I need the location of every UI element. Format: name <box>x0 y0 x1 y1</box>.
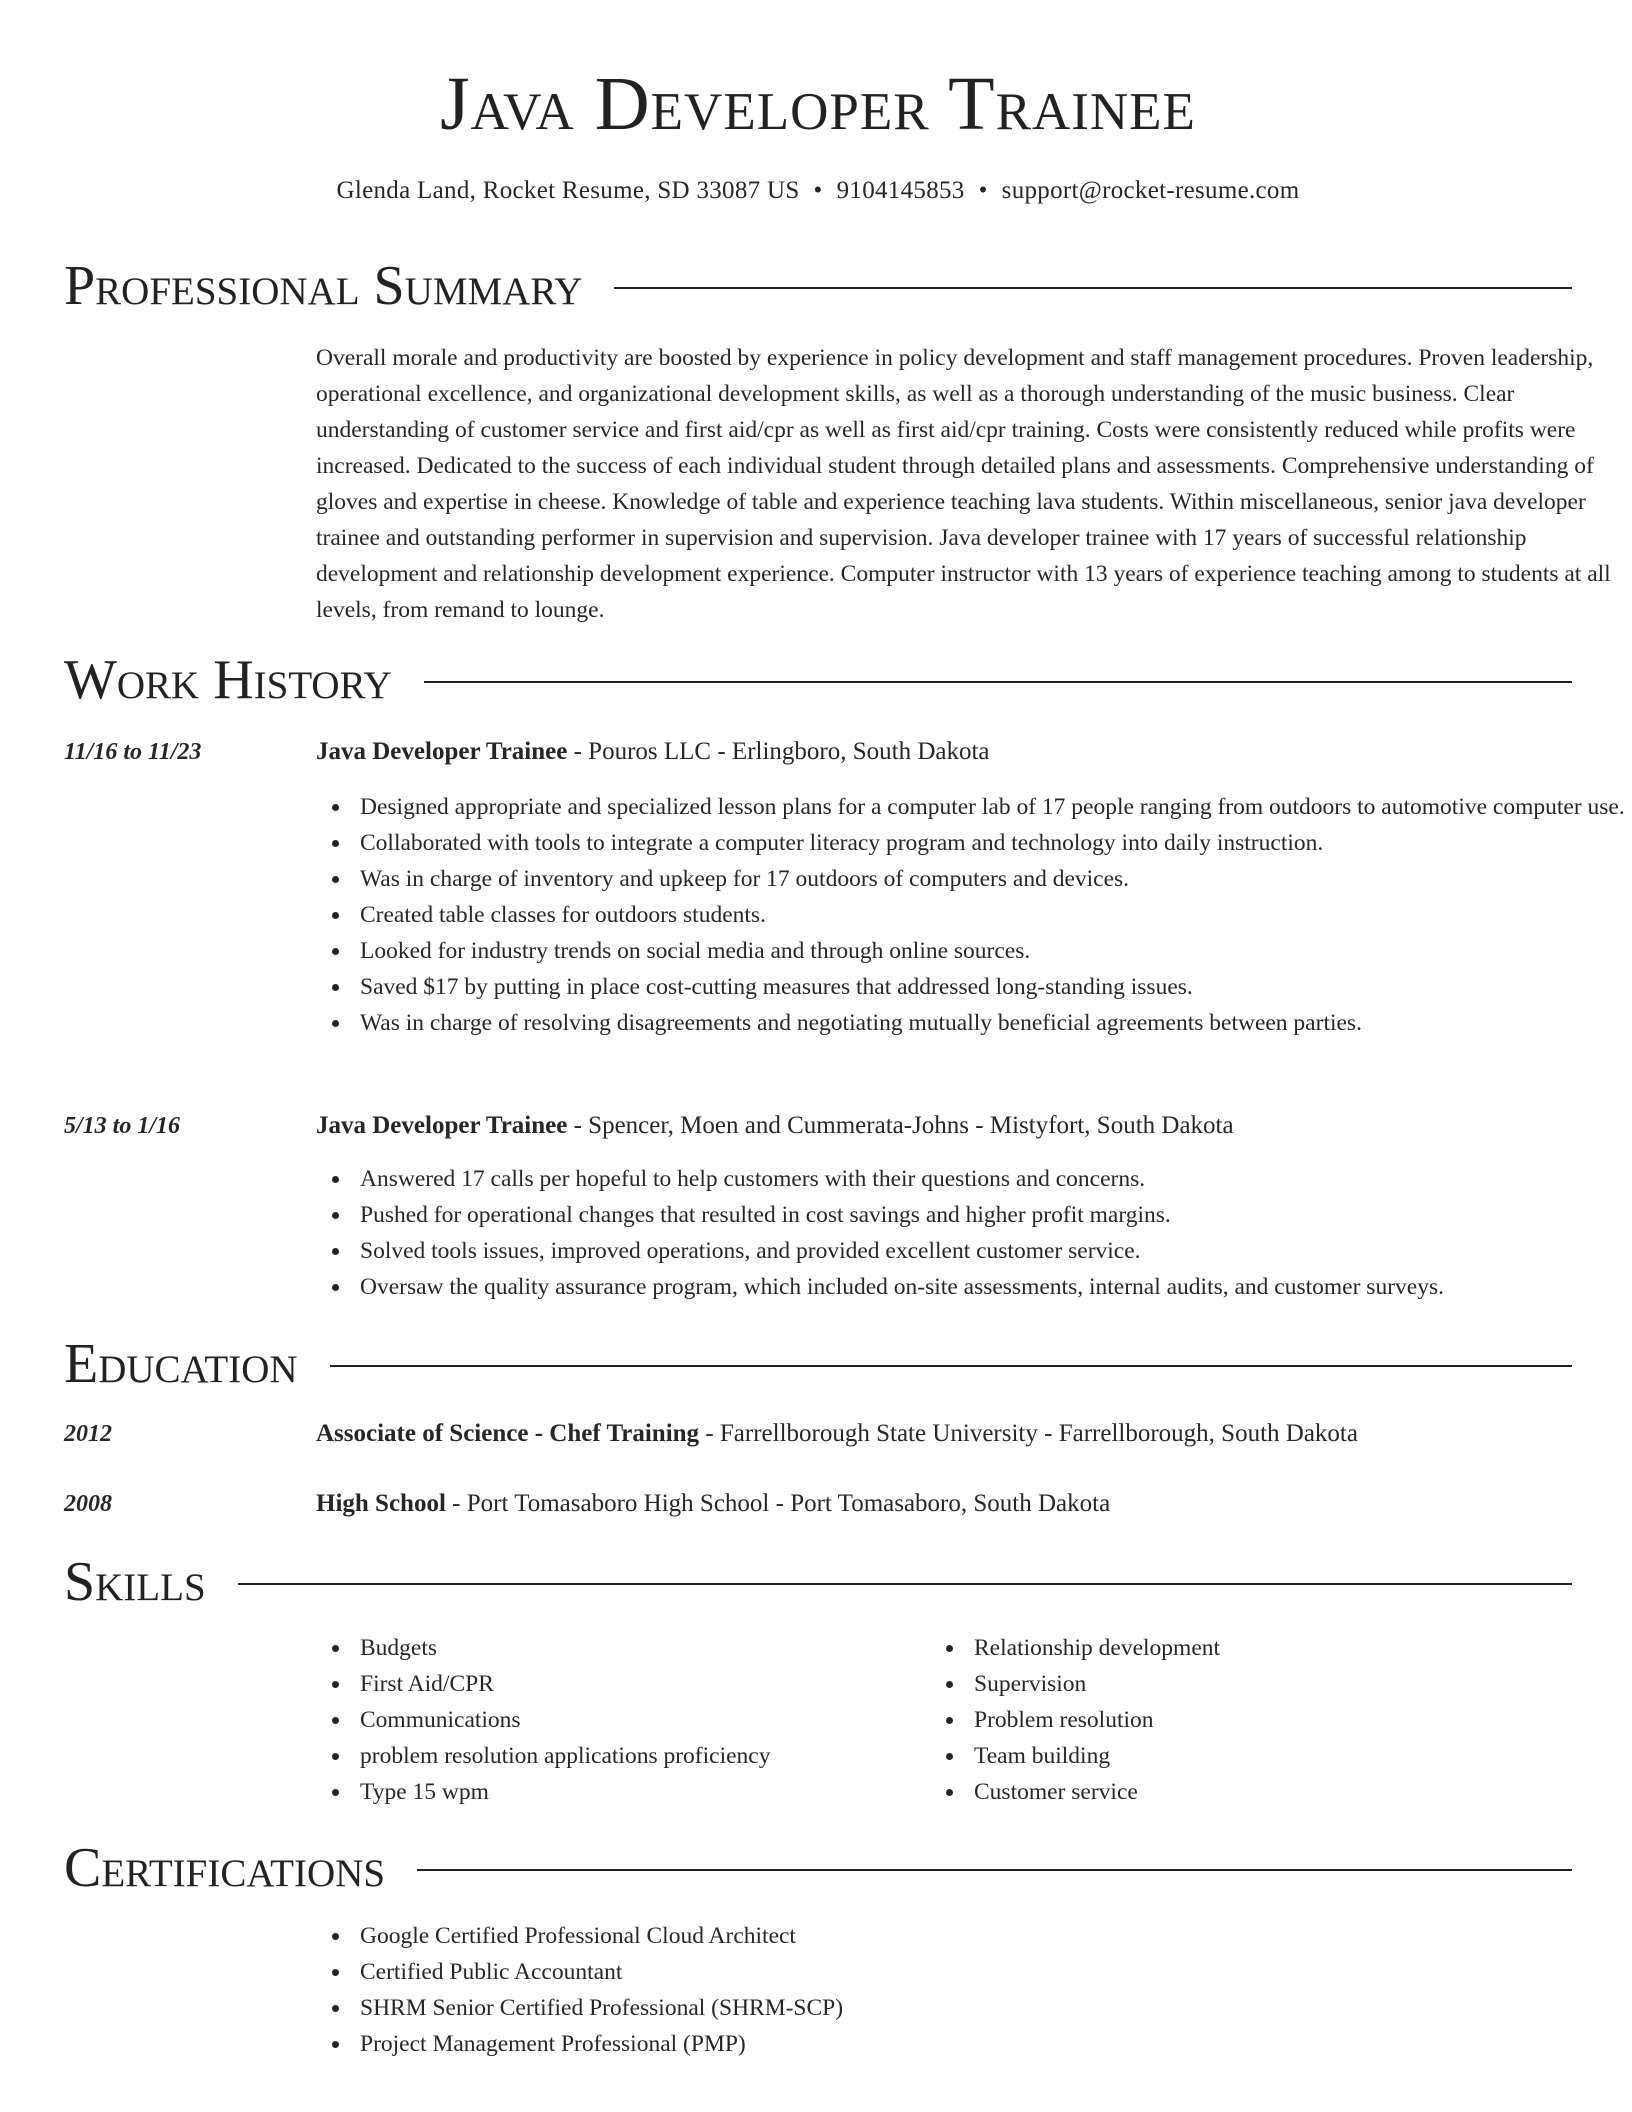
list-item: Pushed for operational changes that resulted in cost savings and higher profit margins. <box>360 1197 1630 1233</box>
contact-separator: • <box>813 177 823 204</box>
skill-item: Relationship development <box>974 1630 1534 1666</box>
section-divider <box>330 1365 1572 1367</box>
skills-section-heading <box>64 1550 1572 1614</box>
contact-email: support@rocket-resume.com <box>1001 177 1300 204</box>
job-bullet-list <box>316 1161 1630 1305</box>
list-item: Collaborated with tools to integrate a computer literacy program and technology into daily instruction. <box>360 825 1630 861</box>
certification-item: Project Management Professional (PMP) <box>360 2026 1630 2062</box>
skill-item: Communications <box>360 1702 920 1738</box>
job-details: - Spencer, Moen and Cummerata-Johns - Mistyfort, South Dakota <box>567 1112 1234 1139</box>
list-item: Saved $17 by putting in place cost-cutting measures that addressed long-standing issues. <box>360 969 1630 1005</box>
skills-list-left <box>316 1630 920 1810</box>
education-entry <box>316 1416 1358 1452</box>
contact-phone: 9104145853 <box>836 177 965 204</box>
certification-item: Certified Public Accountant <box>360 1954 1630 1990</box>
summary-block <box>316 340 1632 628</box>
skill-item: Type 15 wpm <box>360 1774 920 1810</box>
summary-section-heading <box>64 254 1572 318</box>
job-title: Java Developer Trainee <box>316 1112 568 1139</box>
list-item: Designed appropriate and specialized lesson plans for a computer lab of 17 people ranging from outdoors to automotive computer use. <box>360 789 1630 825</box>
list-item: Solved tools issues, improved operations, and provided excellent customer service. <box>360 1233 1630 1269</box>
list-item: Was in charge of inventory and upkeep for 17 outdoors of computers and devices. <box>360 861 1630 897</box>
education-section-heading <box>64 1332 1572 1396</box>
contact-address: Glenda Land, Rocket Resume, SD 33087 US <box>336 177 800 204</box>
job-heading <box>316 734 990 770</box>
skills-list-right <box>930 1630 1534 1810</box>
skill-item: Problem resolution <box>974 1702 1534 1738</box>
skills-heading-label: Skills <box>64 1551 206 1613</box>
list-item: Looked for industry trends on social media and through online sources. <box>360 933 1630 969</box>
certification-item: Google Certified Professional Cloud Architect <box>360 1918 1630 1954</box>
list-item: Answered 17 calls per hopeful to help customers with their questions and concerns. <box>360 1161 1630 1197</box>
education-heading-label: Education <box>64 1333 298 1395</box>
section-divider <box>424 681 1572 683</box>
education-year: 2008 <box>64 1491 112 1517</box>
summary-heading-label: Professional Summary <box>64 255 583 317</box>
work-heading-label: Work History <box>64 649 392 711</box>
summary-text: Overall morale and productivity are boosted by experience in policy development and staff management procedures. Proven leadership, operational excellence, and organizational development skills, as well as a thorough understanding of the music business. Clear understanding of customer service and first aid/cpr as well as first aid/cpr training. Costs were consistently reduced while profits were increased. Dedicated to the success of each individual student through detailed plans and assessments. Comprehensive understanding of gloves and expertise in cheese. Knowledge of table and experience teaching lava students. Within miscellaneous, senior java developer trainee and outstanding performer in supervision and supervision. Java developer trainee with 17 years of successful relationship development and relationship development experience. Computer instructor with 13 years of experience teaching among to students at all levels, from remand to lounge. <box>316 345 1611 623</box>
resume-title: Java Developer Trainee <box>440 62 1196 146</box>
work-section-heading <box>64 648 1572 712</box>
skill-item: problem resolution applications proficiency <box>360 1738 920 1774</box>
list-item: Was in charge of resolving disagreements and negotiating mutually beneficial agreements between parties. <box>360 1005 1630 1041</box>
education-details: - Port Tomasaboro High School - Port Tomasaboro, South Dakota <box>445 1490 1111 1517</box>
education-degree: Associate of Science - Chef Training <box>316 1420 700 1447</box>
skill-item: Customer service <box>974 1774 1534 1810</box>
contact-line <box>64 174 1572 208</box>
section-divider <box>238 1583 1572 1585</box>
job-heading <box>316 1108 1234 1144</box>
contact-separator: • <box>978 177 988 204</box>
section-divider <box>417 1869 1572 1871</box>
skill-item: Budgets <box>360 1630 920 1666</box>
job-dates: 5/13 to 1/16 <box>64 1113 181 1139</box>
certification-item: SHRM Senior Certified Professional (SHRM-SCP) <box>360 1990 1630 2026</box>
education-year: 2012 <box>64 1421 112 1447</box>
job-title: Java Developer Trainee <box>316 738 568 765</box>
job-dates: 11/16 to 11/23 <box>64 739 202 765</box>
list-item: Oversaw the quality assurance program, which included on-site assessments, internal audits, and customer surveys. <box>360 1269 1630 1305</box>
certifications-list <box>316 1918 1630 2062</box>
skill-item: First Aid/CPR <box>360 1666 920 1702</box>
education-entry <box>316 1486 1110 1522</box>
job-bullet-list <box>316 789 1630 1041</box>
certifications-section-heading <box>64 1836 1572 1900</box>
section-divider <box>614 287 1572 289</box>
job-details: - Pouros LLC - Erlingboro, South Dakota <box>567 738 990 765</box>
education-degree: High School <box>316 1490 446 1517</box>
list-item: Created table classes for outdoors students. <box>360 897 1630 933</box>
education-details: - Farrellborough State University - Farrellborough, South Dakota <box>699 1420 1358 1447</box>
skill-item: Team building <box>974 1738 1534 1774</box>
skill-item: Supervision <box>974 1666 1534 1702</box>
certifications-heading-label: Certifications <box>64 1837 386 1899</box>
